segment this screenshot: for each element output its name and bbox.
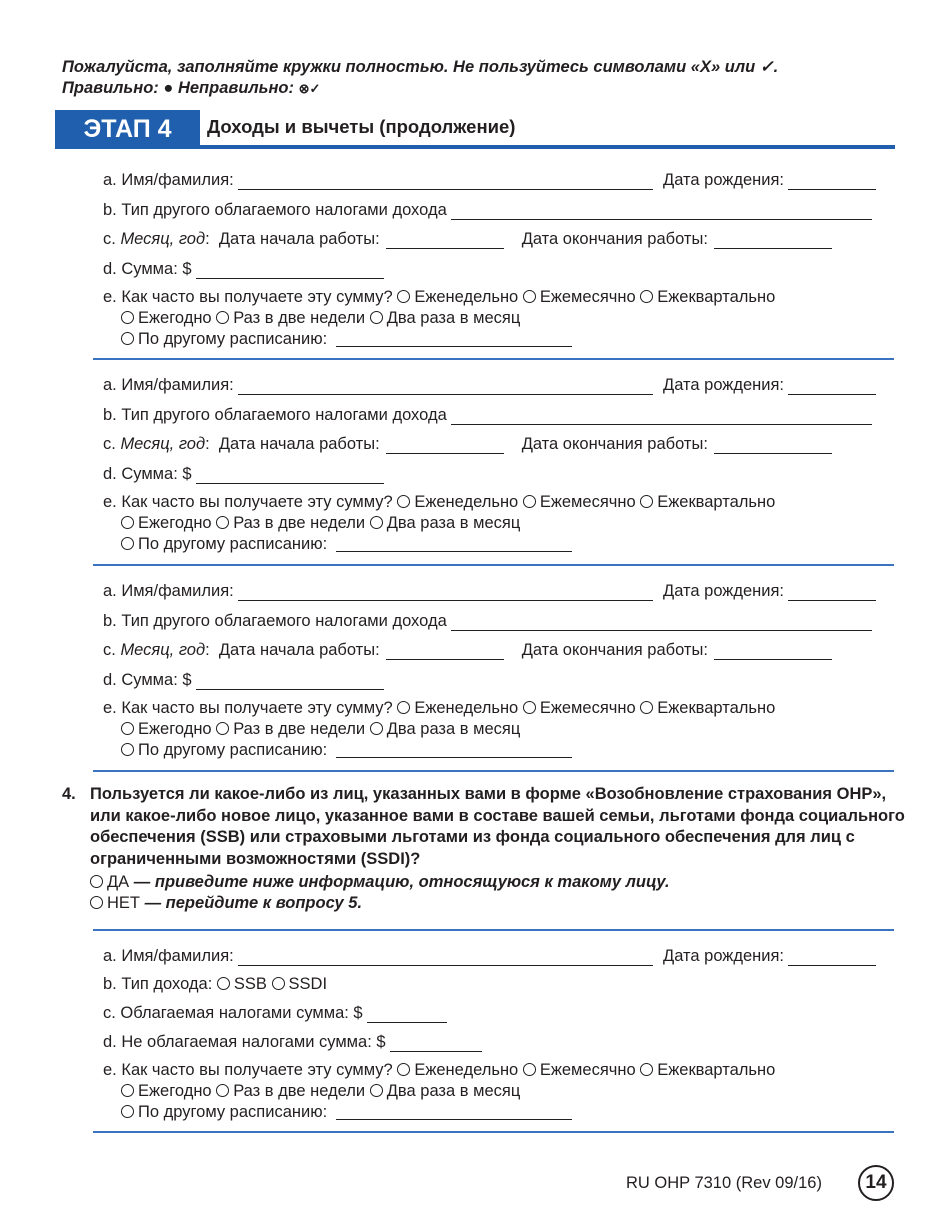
block-divider	[93, 929, 894, 931]
weekly-label: Еженедельно	[414, 699, 519, 717]
name-row	[103, 944, 876, 966]
radio-twice-month[interactable]	[370, 722, 383, 735]
name-field[interactable]	[238, 173, 653, 190]
name-label: a. Имя/фамилия:	[103, 582, 234, 600]
form-id: RU OHP 7310 (Rev 09/16)	[626, 1174, 822, 1192]
radio-ssdi[interactable]	[272, 977, 285, 990]
frequency-label: e. Как часто вы получаете эту сумму?	[103, 288, 393, 306]
quarterly-label: Ежеквартально	[657, 699, 776, 717]
radio-yearly[interactable]	[121, 516, 134, 529]
monthly-label: Ежемесячно	[539, 699, 636, 717]
radio-monthly[interactable]	[523, 1063, 536, 1076]
radio-quarterly[interactable]	[640, 701, 653, 714]
radio-weekly[interactable]	[397, 495, 410, 508]
dates-row: c. Месяц, год : Дата начала работы: Дата окончания работы:	[103, 432, 876, 454]
quarterly-label: Ежеквартально	[657, 288, 776, 306]
dob-field[interactable]	[788, 584, 876, 601]
month-year-label: Месяц, год	[120, 641, 206, 659]
monthly-label: Ежемесячно	[539, 1061, 636, 1079]
frequency-line-2	[121, 514, 520, 533]
c-prefix: c.	[103, 641, 116, 659]
radio-ssb[interactable]	[217, 977, 230, 990]
name-label: a. Имя/фамилия:	[103, 376, 234, 394]
other-label: По другому расписанию:	[138, 1103, 328, 1121]
radio-twice-month[interactable]	[370, 516, 383, 529]
amount-row	[103, 462, 876, 484]
other-schedule-field[interactable]	[336, 741, 572, 758]
name-label: a. Имя/фамилия:	[103, 171, 234, 189]
yearly-label: Ежегодно	[138, 514, 212, 532]
twice-month-label: Два раза в месяц	[386, 514, 521, 532]
radio-other[interactable]	[121, 537, 134, 550]
radio-biweekly[interactable]	[216, 722, 229, 735]
stage-divider	[55, 145, 895, 149]
radio-biweekly[interactable]	[216, 311, 229, 324]
dates-row: c. Месяц, год : Дата начала работы: Дата окончания работы:	[103, 638, 876, 660]
ssb-label: SSB	[233, 975, 267, 993]
page-number: 14	[858, 1165, 894, 1201]
block-divider	[93, 564, 894, 566]
frequency-label: e. Как часто вы получаете эту сумму?	[103, 699, 393, 717]
start-label: Дата начала работы:	[218, 641, 380, 659]
fill-instructions	[62, 57, 778, 99]
end-label: Дата окончания работы:	[521, 435, 708, 453]
c-prefix: c.	[103, 435, 116, 453]
filled-circle-icon: ●	[163, 79, 174, 97]
name-field[interactable]	[238, 949, 653, 966]
start-date-field[interactable]	[386, 232, 504, 249]
type-row	[103, 403, 876, 425]
radio-biweekly[interactable]	[216, 516, 229, 529]
radio-quarterly[interactable]	[640, 290, 653, 303]
type-row	[103, 609, 876, 631]
frequency-line-2	[121, 720, 520, 739]
end-label: Дата окончания работы:	[521, 230, 708, 248]
frequency-line-1	[103, 699, 775, 718]
twice-month-label: Два раза в месяц	[386, 720, 521, 738]
type-field[interactable]	[451, 203, 872, 220]
nontaxable-row	[103, 1030, 876, 1052]
start-date-field[interactable]	[386, 643, 504, 660]
end-date-field[interactable]	[714, 232, 832, 249]
radio-no[interactable]	[90, 896, 103, 909]
question-number: 4.	[62, 785, 76, 803]
income-type-label: b. Тип дохода:	[103, 975, 213, 993]
no-label: НЕТ	[107, 894, 140, 912]
yearly-label: Ежегодно	[138, 309, 212, 327]
start-label: Дата начала работы:	[218, 435, 380, 453]
amount-label: d. Сумма: $	[103, 260, 192, 278]
frequency-line-3	[121, 535, 572, 554]
radio-quarterly[interactable]	[640, 495, 653, 508]
twice-month-label: Два раза в месяц	[386, 1082, 521, 1100]
type-label: b. Тип другого облагаемого налогами дохода	[103, 201, 447, 219]
dob-label: Дата рождения:	[663, 582, 784, 600]
amount-field[interactable]	[196, 262, 384, 279]
dob-label: Дата рождения:	[663, 376, 784, 394]
answer-yes	[90, 873, 670, 892]
question-text: Пользуется ли какое-либо из лиц, указанных вами в форме «Возобновление страхования OHP», или какое-либо новое лицо, указанное вами в составе вашей семьи, льготами фонда социального обеспечения (SSB) или страховыми льготами из фонда социального обеспечения для лиц с ограниченными возможностями (SSDI)?	[90, 785, 905, 868]
other-label: По другому расписанию:	[138, 330, 328, 348]
radio-yearly[interactable]	[121, 1084, 134, 1097]
frequency-label: e. Как часто вы получаете эту сумму?	[103, 1061, 393, 1079]
yes-label: ДА	[107, 873, 130, 891]
incorrect-label: Неправильно:	[177, 79, 295, 97]
radio-yearly[interactable]	[121, 722, 134, 735]
radio-twice-month[interactable]	[370, 1084, 383, 1097]
stage-label: ЭТАП 4	[55, 110, 200, 148]
frequency-line-3	[121, 330, 572, 349]
end-date-field[interactable]	[714, 643, 832, 660]
instruction-line: Пожалуйста, заполняйте кружки полностью. Не пользуйтесь символами «X» или ✓.	[62, 58, 779, 76]
frequency-line-3	[121, 741, 572, 760]
type-field[interactable]	[451, 614, 872, 631]
name-row	[103, 373, 876, 395]
biweekly-label: Раз в две недели	[233, 309, 366, 327]
checked-circle-icon: ✓	[309, 81, 321, 96]
radio-yes[interactable]	[90, 875, 103, 888]
amount-field[interactable]	[196, 673, 384, 690]
month-year-label: Месяц, год	[120, 230, 206, 248]
other-label: По другому расписанию:	[138, 535, 328, 553]
month-year-label: Месяц, год	[120, 435, 206, 453]
name-row	[103, 168, 876, 190]
end-date-field[interactable]	[714, 437, 832, 454]
dob-label: Дата рождения:	[663, 947, 784, 965]
name-field[interactable]	[238, 378, 653, 395]
frequency-line-2	[121, 309, 520, 328]
block-divider	[93, 1131, 894, 1133]
biweekly-label: Раз в две недели	[233, 1082, 366, 1100]
start-date-field[interactable]	[386, 437, 504, 454]
taxable-amount-field[interactable]	[367, 1006, 447, 1023]
dob-field[interactable]	[788, 378, 876, 395]
c-prefix: c.	[103, 230, 116, 248]
radio-weekly[interactable]	[397, 290, 410, 303]
name-label: a. Имя/фамилия:	[103, 947, 234, 965]
name-field[interactable]	[238, 584, 653, 601]
frequency-line-2	[121, 1082, 520, 1101]
amount-label: d. Сумма: $	[103, 671, 192, 689]
example-line	[62, 78, 778, 99]
weekly-label: Еженедельно	[414, 1061, 519, 1079]
taxable-label: c. Облагаемая налогами сумма: $	[103, 1004, 363, 1022]
ssdi-label: SSDI	[288, 975, 328, 993]
other-schedule-field[interactable]	[336, 535, 572, 552]
block-divider	[93, 358, 894, 360]
name-row	[103, 579, 876, 601]
block-divider	[93, 770, 894, 772]
radio-twice-month[interactable]	[370, 311, 383, 324]
correct-label: Правильно:	[62, 79, 159, 97]
frequency-line-3	[121, 1103, 572, 1122]
radio-other[interactable]	[121, 743, 134, 756]
other-schedule-field[interactable]	[336, 330, 572, 347]
nontaxable-amount-field[interactable]	[390, 1035, 482, 1052]
radio-other[interactable]	[121, 1105, 134, 1118]
quarterly-label: Ежеквартально	[657, 493, 776, 511]
frequency-line-1	[103, 288, 775, 307]
twice-month-label: Два раза в месяц	[386, 309, 521, 327]
taxable-row	[103, 1001, 876, 1023]
weekly-label: Еженедельно	[414, 493, 519, 511]
frequency-line-1	[103, 493, 775, 512]
amount-row	[103, 257, 876, 279]
radio-other[interactable]	[121, 332, 134, 345]
yearly-label: Ежегодно	[138, 1082, 212, 1100]
monthly-label: Ежемесячно	[539, 288, 636, 306]
yearly-label: Ежегодно	[138, 720, 212, 738]
biweekly-label: Раз в две недели	[233, 720, 366, 738]
nontaxable-label: d. Не облагаемая налогами сумма: $	[103, 1033, 386, 1051]
dob-field[interactable]	[788, 173, 876, 190]
radio-weekly[interactable]	[397, 1063, 410, 1076]
radio-monthly[interactable]	[523, 701, 536, 714]
amount-row	[103, 668, 876, 690]
no-note: — перейдите к вопросу 5.	[144, 894, 363, 912]
dates-row: c. Месяц, год : Дата начала работы: Дата окончания работы:	[103, 227, 876, 249]
radio-monthly[interactable]	[523, 495, 536, 508]
other-schedule-field[interactable]	[336, 1103, 572, 1120]
dob-label: Дата рождения:	[663, 171, 784, 189]
radio-weekly[interactable]	[397, 701, 410, 714]
radio-quarterly[interactable]	[640, 1063, 653, 1076]
biweekly-label: Раз в две недели	[233, 514, 366, 532]
type-label: b. Тип другого облагаемого налогами дохода	[103, 406, 447, 424]
other-label: По другому расписанию:	[138, 741, 328, 759]
yes-note: — приведите ниже информацию, относящуюся к такому лицу.	[133, 873, 670, 891]
end-label: Дата окончания работы:	[521, 641, 708, 659]
monthly-label: Ежемесячно	[539, 493, 636, 511]
radio-monthly[interactable]	[523, 290, 536, 303]
type-field[interactable]	[451, 408, 872, 425]
radio-yearly[interactable]	[121, 311, 134, 324]
type-label: b. Тип другого облагаемого налогами дохода	[103, 612, 447, 630]
income-type-row	[103, 975, 327, 994]
weekly-label: Еженедельно	[414, 288, 519, 306]
frequency-label: e. Как часто вы получаете эту сумму?	[103, 493, 393, 511]
dob-field[interactable]	[788, 949, 876, 966]
crossed-circle-icon: ⊗	[298, 81, 310, 96]
stage-title: Доходы и вычеты (продолжение)	[207, 116, 516, 137]
start-label: Дата начала работы:	[218, 230, 380, 248]
answer-no	[90, 894, 362, 913]
frequency-line-1	[103, 1061, 775, 1080]
quarterly-label: Ежеквартально	[657, 1061, 776, 1079]
amount-label: d. Сумма: $	[103, 465, 192, 483]
radio-biweekly[interactable]	[216, 1084, 229, 1097]
amount-field[interactable]	[196, 467, 384, 484]
type-row	[103, 198, 876, 220]
